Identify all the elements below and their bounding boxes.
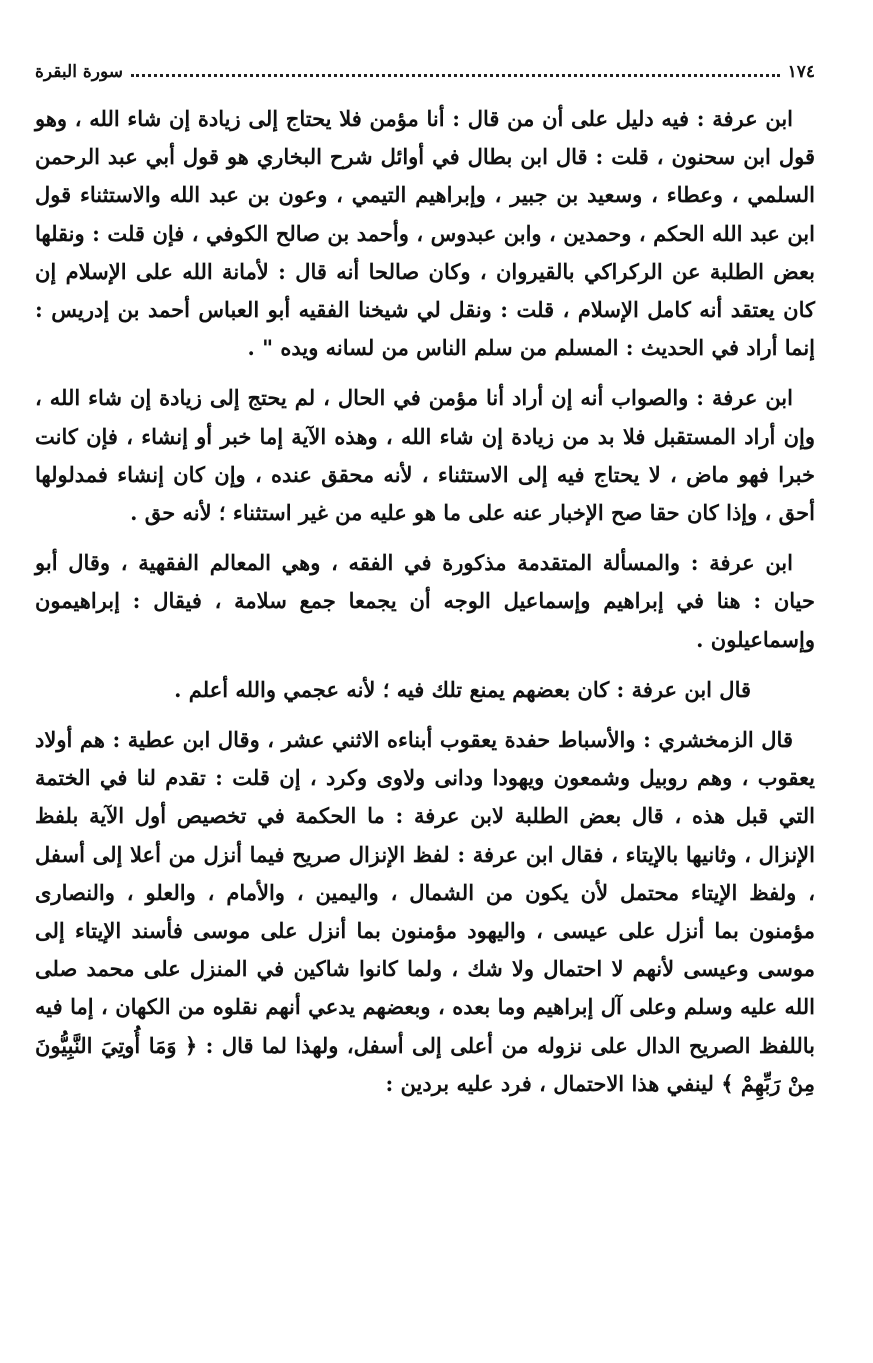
paragraph-2: ابن عرفة : والصواب أنه إن أراد أنا مؤمن في الحال ، لم يحتج إلى زيادة إن شاء الله ، وإن أراد المستقبل فلا بد من زيادة إن شاء الله ، وهذه الآية إما خبر أو إنشاء ، فإن كانت خبرا فهو ماض ، لا يحتاج فيه إلى الاستثناء ، لأنه محقق عنده ، وإن كان إنشاء فمدلولها أحق ، وإذا كان حقا صح الإخبار عنه على ما هو عليه من غير استثناء ؛ لأنه حق . [35, 385, 816, 526]
paragraph-1: ابن عرفة : فيه دليل على أن من قال : أنا مؤمن فلا يحتاج إلى زيادة إن شاء الله ، وهو قول ابن سحنون ، قلت : قال ابن بطال في أوائل شرح البخاري هو قول أبي عبد الرحمن السلمي ، وعطاء ، وسعيد بن جبير ، وإبراهيم التيمي ، وعون بن عبد الله والاستثناء قول ابن عبد الله الحكم ، وحمدين ، وابن عبدوس ، وأحمد بن صالح الكوفي ، فإن قلت : ونقلها بعض الطلبة عن الركراكي بالقيروان ، وكان صالحا أنه قال : لأمانة الله على الإسلام إن كان يعتقد أنه كامل الإسلام ، قلت : ونقل لي شيخنا الفقيه أبو العباس أحمد بن إدريس : إنما أراد في الحديث : المسلم من سلم الناس من لسانه ويده " . [35, 106, 815, 361]
paragraph-5: قال الزمخشري : والأسباط حفدة يعقوب أبناءه الاثني عشر ، وقال ابن عطية : هم أولاد يعقوب ، وهم روبيل وشمعون ويهودا ودانى ولاوى وكرد ، إن قلت : تقدم لنا في الختمة التي قبل هذه ، قال بعض الطلبة لابن عرفة : ما الحكمة في تخصيص أول الآية بلفظ الإنزال ، وثانيها بالإيتاء ، فقال ابن عرفة : لفظ الإنزال صريح فيما أنزل من أعلا إلى أسفل ، ولفظ الإيتاء محتمل لأن يكون من الشمال ، واليمين ، والأمام ، والعلو ، والنصارى مؤمنون بما أنزل على عيسى ، واليهود مؤمنون بما أنزل على موسى فأسند الإيتاء إلى موسى وعيسى لأنهم لا احتمال ولا شك ، ولما كانوا شاكين في المنزل على محمد صلى الله عليه وسلم وعلى آل إبراهيم وما بعده ، وبعضهم يدعي أنهم نقلوه من الكهان ، إما فيه باللفظ الصريح الدال على نزوله من أعلى إلى أسفل، ولهذا لما قال : ﴿ وَمَا أُوتِيَ النَّبِيُّونَ مِنْ رَبِّهِمْ ﴾ لينفي هذا الاحتمال ، فرد عليه بردين : [35, 727, 815, 1096]
page-body [35, 100, 815, 1115]
paragraph-3: ابن عرفة : والمسألة المتقدمة مذكورة في الفقه ، وهي المعالم الفقهية ، وقال أبو حيان : هنا في إبراهيم وإسماعيل الوجه أن يجمعا جمع سلامة ، فيقال : إبراهيمون وإسماعيلون . [35, 550, 815, 652]
page-header [35, 58, 815, 86]
page-number: ١٧٤ [787, 62, 815, 82]
paragraph-4: قال ابن عرفة : كان بعضهم يمنع تلك فيه ؛ لأنه عجمي والله أعلم . [174, 676, 751, 702]
surah-title: سورة البقرة [35, 62, 123, 82]
header-dotted-leader [131, 74, 780, 77]
